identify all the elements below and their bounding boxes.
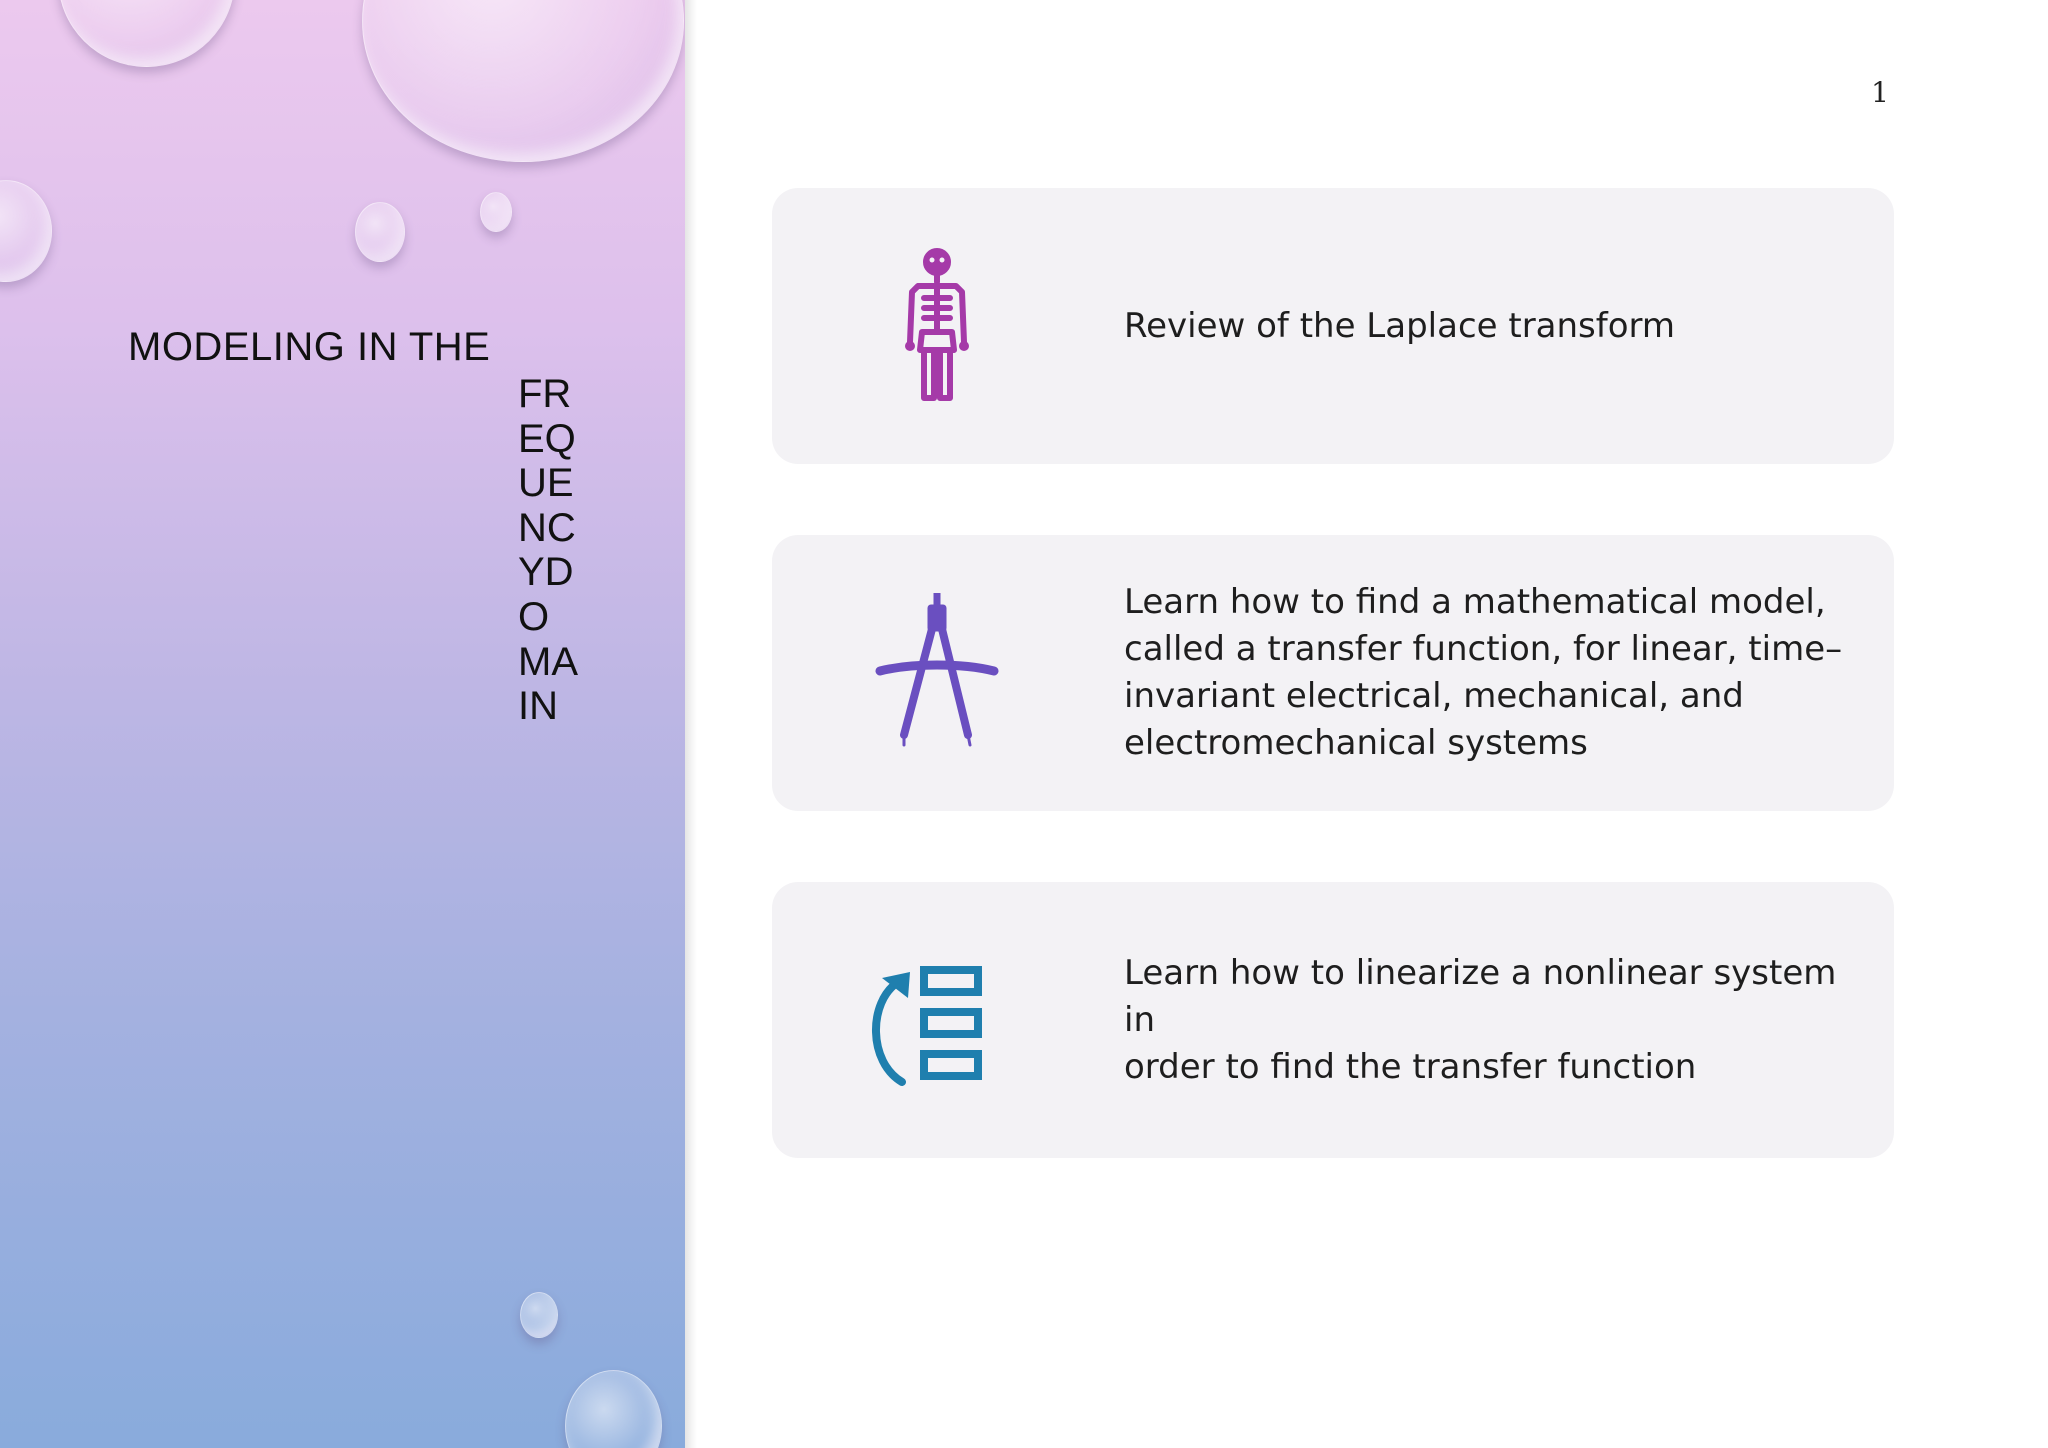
water-droplet xyxy=(480,192,512,232)
title-panel xyxy=(0,0,685,1448)
water-droplet xyxy=(0,180,52,282)
objective-text: Learn how to linearize a nonlinear system in order to find the transfer function xyxy=(1124,952,1837,1087)
page-number: 1 xyxy=(1871,76,1889,109)
objective-text: Review of the Laplace transform xyxy=(1124,305,1676,346)
objective-card-laplace xyxy=(772,188,1894,464)
skeleton-icon xyxy=(862,246,1012,406)
panel-shadow xyxy=(685,0,697,1448)
objective-card-linearize xyxy=(772,882,1894,1158)
slide-title-line: MODELING IN THE xyxy=(128,325,491,369)
slide-title-vertical: FREQUENCYDOMAIN xyxy=(518,372,578,729)
rearrange-list-icon xyxy=(862,940,1012,1100)
drafting-compass-icon xyxy=(862,593,1012,753)
water-droplet xyxy=(58,0,235,67)
water-droplet xyxy=(520,1292,558,1338)
objective-text: Learn how to find a mathematical model, called a transfer function, for linear, time– invariant electrical, mechanical, and electromechanical systems xyxy=(1124,582,1843,763)
water-droplet xyxy=(362,0,684,162)
objective-card-transfer-function xyxy=(772,535,1894,811)
water-droplet xyxy=(565,1370,662,1448)
water-droplet xyxy=(355,202,405,262)
